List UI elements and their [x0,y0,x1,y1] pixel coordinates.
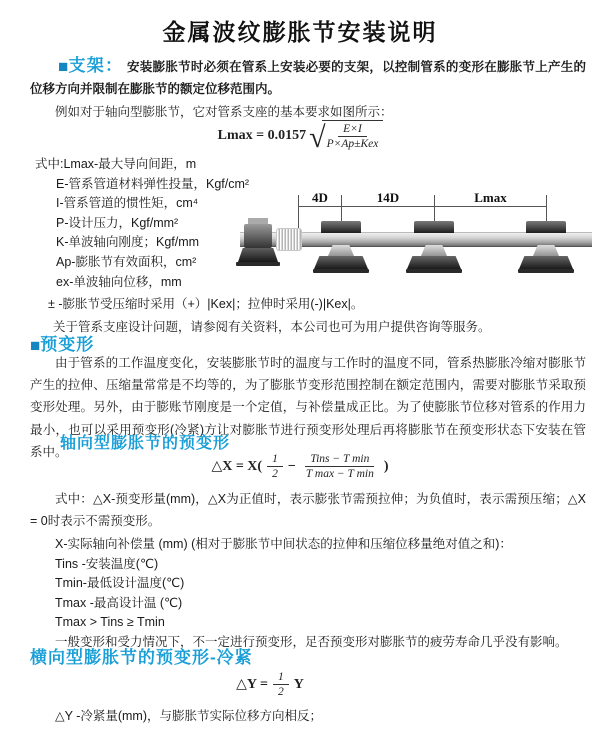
lateral-formula-rhs: Y [293,676,304,692]
lmax-formula-denominator: P×Ap±Kex [326,138,379,150]
axial-formula-half-fraction: $\frac{1}{2}$ [267,452,283,481]
dimension-line [298,206,546,207]
lateral-formula-fraction: $\frac{1}{2}$ [273,670,289,699]
support-neck [421,245,447,256]
axial-formula [0,452,600,481]
support-plate [313,269,369,273]
support-neck [328,245,354,256]
axial-note-item: Tmin-最低设计温度(℃) [55,576,185,591]
lmax-formula-numerator: E×I [338,122,367,137]
pipe-support-diagram [238,190,598,295]
support-clamp [526,221,566,233]
pipe-guide-support [406,221,462,273]
support-plate [406,269,462,273]
definition-item: I-管系管道的惯性矩，cm⁴ [56,196,199,211]
anchor-clamp [244,224,272,248]
dimension-label-4d: 4D [299,190,341,206]
anchor-plate [236,262,280,266]
definition-item: ex-单波轴向位移，mm [56,274,182,289]
anchor-support [236,218,280,273]
definition-item: E-管系管道材料弹性投量，Kgf/cm² [56,176,250,191]
axial-notes [30,488,586,653]
support-clamp [414,221,454,233]
support-closing-note: 关于管系支座设计问题，请参阅有关资料，本公司也可为用户提供咨询等服务。 [53,320,491,335]
axial-note-item: Tmax > Tins ≥ Tmin [55,615,165,630]
axial-note-intro: 式中：△X-预变形量(mm)，△X为正值时，表示膨张节需预拉伸；为负值时，表示需预压缩；△X = 0时表示不需预变形。 [30,492,586,528]
support-section-heading: 支架： [68,56,124,75]
support-neck [533,245,559,256]
axial-note-item: Tins -安装温度(℃) [55,556,159,571]
lmax-formula [0,120,600,154]
definition-item: Ap-膨胀节有效面积，cm² [56,254,197,269]
pipe-guide-support [313,221,369,273]
radical-sign-icon: √ [309,120,326,154]
dimension-label-lmax: Lmax [435,190,546,206]
axial-formula-temp-fraction: $\frac{\text{Tins − T min}}{\text{T max − T min}}$ [305,453,374,480]
lateral-formula [0,670,540,699]
definition-item: K-单波轴向刚度；Kgf/mm [56,235,200,250]
support-base [407,256,461,269]
preform-section-heading: 预变形 [40,335,95,354]
support-paragraph-text: 安装膨胀节时必须在管系上安装必要的支架，以控制管系的变形在膨胀节上产生的位移方向并限制在膨胀节的额定位移范围内。 [30,60,586,96]
axial-note-item: Tmax -最高设计温 (℃) [55,595,183,610]
support-clamp [321,221,361,233]
axial-formula-rhs: ) [383,458,389,474]
preform-paragraph: 由于管系的工作温度变化，安装膨胀节时的温度与工作时的温度不同，管系热膨胀冷缩对膨胀节产生的拉伸、压缩量常常是不均等的，为了膨胀节变形范围控制在额定范围内，需要对膨胀节采取预变形处理。另外，由于膨账节刚度是一个定值，与补偿量成正比。为了使膨胀节位移对管系的作用力最小，也可以采用预变形(冷紧)方让对膨胀节进行预变形处理后再将膨胀节在预变形状态下安装在管系中。 [30,356,586,459]
lmax-formula-fraction [322,120,384,151]
definitions-intro: 式中:Lmax-最大导向间距，m [35,157,197,171]
pipe-guide-support [518,221,574,273]
lmax-formula-lhs: Lmax = 0.0157 [217,127,307,143]
axial-formula-minus: − [287,458,296,474]
definition-item: P-设计压力，Kgf/mm² [56,215,179,230]
section-bullet-icon: ■ [58,57,69,76]
section-bullet-icon: ■ [30,336,41,355]
axial-formula-lhs: △X = X( [211,459,263,474]
dimension-label-14d: 14D [342,190,434,206]
lateral-formula-lhs: △Y = [236,677,268,692]
support-paragraph [30,55,586,100]
anchor-base [238,248,278,262]
support-plate [518,269,574,273]
plus-minus-note: ± -膨胀节受压缩时采用（+）|Kex|；拉伸时采用(-)|Kex|。 [48,297,364,312]
page-title: 金属波纹膨胀节安装说明 [162,19,438,45]
axial-note-closing: 一般变形和受力情况下，不一定进行预变形，足否预变形对膨胀节的疲劳寿命几乎没有影响。 [55,634,568,649]
axial-subheading: 轴向型膨胀节的预变形 [60,435,231,452]
lateral-subheading: 横向型膨胀节的预变形-冷紧 [30,648,253,667]
lateral-note: △Y -冷紧量(mm)，与膨胀节实际位移方向相反； [55,709,323,723]
support-section [30,55,586,123]
axial-note-item: X-实际轴向补偿量 (mm) (相对于膨胀节中间状态的拉伸和压缩位移量绝对值之和)： [55,537,512,551]
support-base [314,256,368,269]
support-example-text: 例如对于轴向型膨胀节，它对管系支座的基本要求如图所示： [55,105,393,119]
support-base [519,256,573,269]
